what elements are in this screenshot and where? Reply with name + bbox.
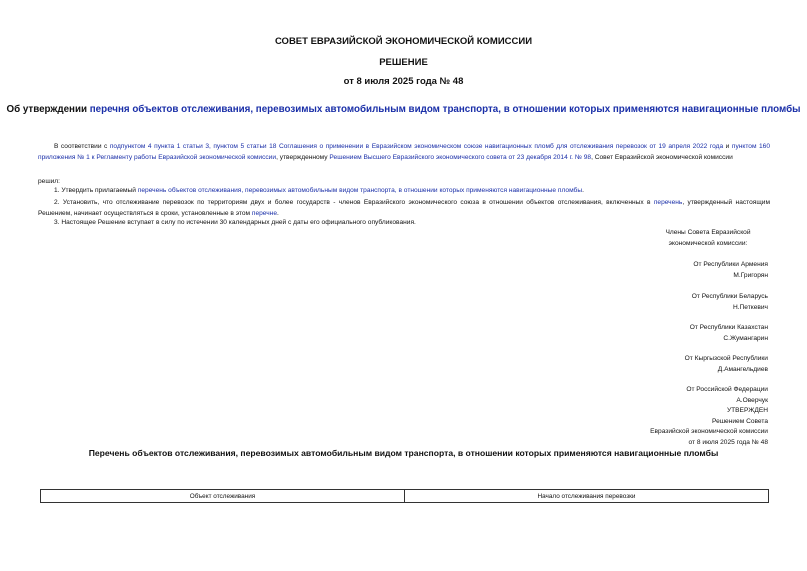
signature-country: От Республики Армения bbox=[693, 261, 768, 268]
preamble-text-3: , утвержденному bbox=[276, 153, 330, 161]
preamble-link-regulation[interactable]: пунктом 160 приложения № 1 к Регламенту работы Евразийской экономической комиссии bbox=[38, 143, 771, 161]
item-2-link-list-2[interactable]: перечне bbox=[251, 209, 277, 217]
approval-stamp bbox=[650, 406, 768, 448]
signature-name: Д.Амангельдиев bbox=[717, 365, 768, 373]
item-1 bbox=[38, 186, 770, 197]
approval-line-1: УТВЕРЖДЕН bbox=[726, 407, 768, 414]
signature-heading-line-1: Члены Совета Евразийской bbox=[665, 229, 751, 236]
signature-block-kyrgyzstan bbox=[685, 354, 768, 375]
signature-block-russia bbox=[686, 385, 768, 406]
table-header-row bbox=[41, 490, 769, 503]
item-2-end: . bbox=[277, 209, 279, 217]
preamble-link-agreement[interactable]: подпунктом 4 пункта 1 статьи 3, пунктом 5 статьи 18 Соглашения о применении в Евразийском экономическом союзе навигационных пломб для отслеживания перевозок от 19 апреля 2022 года bbox=[109, 143, 724, 150]
signature-country: От Российской Федерации bbox=[686, 386, 768, 393]
preamble-paragraph bbox=[38, 142, 770, 163]
signature-name: М.Григорян bbox=[733, 271, 768, 279]
preamble-link-decision[interactable]: Решением Высшего Евразийского экономического совета от 23 декабря 2014 г. № 98 bbox=[329, 153, 592, 161]
title-link[interactable]: перечня объектов отслеживания, перевозимых автомобильным видом транспорта, в отношении которых применяются навигационные пломбы bbox=[89, 104, 801, 115]
doc-type-heading: РЕШЕНИЕ bbox=[379, 57, 428, 68]
signature-country: От Республики Казахстан bbox=[689, 324, 768, 331]
signature-block-belarus bbox=[692, 292, 768, 313]
document-title bbox=[0, 104, 807, 115]
preamble-text-1: В соответствии с bbox=[54, 143, 110, 150]
item-1-text: 1. Утвердить прилагаемый bbox=[54, 187, 138, 194]
item-2-text: 2. Установить, что отслеживание перевозок по территориям двух и более государств - членов Евразийского экономического союза в отношении объектов отслеживания, включенных в bbox=[54, 199, 654, 206]
objects-table bbox=[40, 489, 769, 503]
org-heading: СОВЕТ ЕВРАЗИЙСКОЙ ЭКОНОМИЧЕСКОЙ КОМИССИИ bbox=[274, 36, 533, 47]
signature-name: Н.Петкевич bbox=[732, 303, 768, 311]
approval-line-2: Решением Совета bbox=[711, 417, 768, 425]
preamble-text-2: и bbox=[723, 143, 732, 150]
title-prefix: Об утверждении bbox=[6, 104, 90, 115]
item-2-link-list[interactable]: перечень bbox=[653, 199, 683, 206]
signature-block-armenia bbox=[693, 260, 768, 281]
signature-heading bbox=[648, 228, 768, 249]
annex-title: Перечень объектов отслеживания, перевозимых автомобильным видом транспорта, в отношении которых применяются навигационные пломбы bbox=[88, 448, 719, 458]
signature-name: С.Жумангарин bbox=[723, 334, 768, 342]
preamble-text-4: , Совет Евразийской экономической комиссии bbox=[591, 153, 733, 161]
item-1-link[interactable]: перечень объектов отслеживания, перевозимых автомобильным видом транспорта, в отношении которых применяются навигационные пломбы bbox=[137, 187, 583, 194]
signature-country: От Кыргызской Республики bbox=[684, 355, 768, 362]
date-number-heading: от 8 июля 2025 года № 48 bbox=[343, 76, 464, 87]
approval-line-3: Евразийской экономической комиссии bbox=[650, 428, 768, 435]
item-1-end: . bbox=[582, 187, 584, 194]
signature-heading-line-2: экономической комиссии: bbox=[668, 239, 748, 247]
item-3: 3. Настоящее Решение вступает в силу по истечении 30 календарных дней с даты его официального опубликования. bbox=[54, 219, 416, 226]
column-header-object: Объект отслеживания bbox=[41, 490, 405, 503]
column-header-start: Начало отслеживания перевозки bbox=[405, 490, 769, 503]
item-2 bbox=[38, 198, 770, 219]
item-2-mid: , утвержденный настоящим Решением, начинает осуществляться в сроки, установленные в этом bbox=[38, 199, 770, 217]
signature-block-kazakhstan bbox=[690, 323, 768, 344]
decided-label: решил: bbox=[38, 178, 60, 185]
signature-name: А.Оверчук bbox=[736, 396, 768, 404]
signature-country: От Республики Беларусь bbox=[691, 293, 768, 300]
approval-line-4: от 8 июля 2025 года № 48 bbox=[688, 438, 768, 446]
